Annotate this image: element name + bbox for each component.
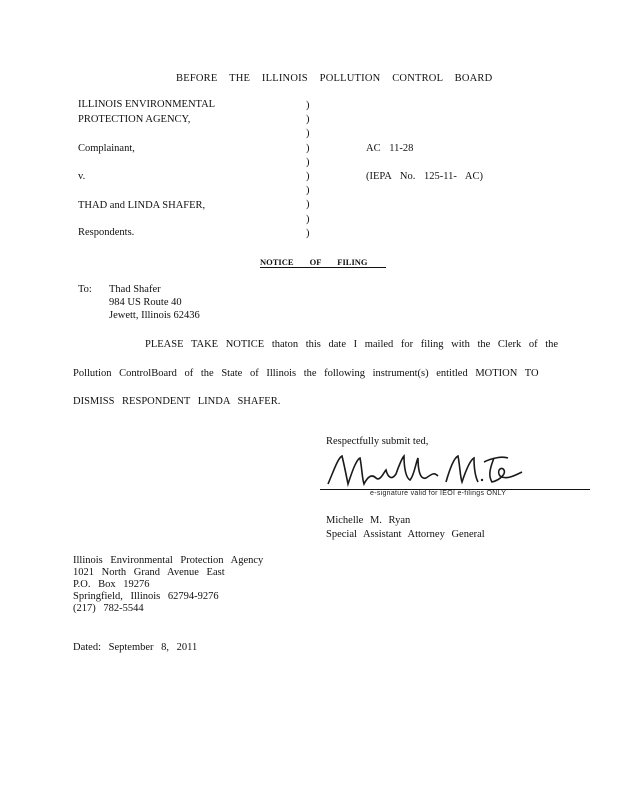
case-number: AC 11-28 xyxy=(366,143,414,154)
notice-body-line1: PLEASE TAKE NOTICE thaton this date I mailed for filing with the Clerk of the xyxy=(145,339,559,350)
respondent-label: Respondents. xyxy=(78,227,135,238)
caption-paren: ) xyxy=(306,213,310,225)
document-title: BEFORE THE ILLINOIS POLLUTION CONTROL BOARD xyxy=(176,73,493,84)
caption-paren: ) xyxy=(306,227,310,239)
caption-paren: ) xyxy=(306,128,310,140)
agency-address-block xyxy=(73,555,263,615)
iepa-number: (IEPA No. 125-11- AC) xyxy=(366,171,483,182)
caption-paren: ) xyxy=(306,171,310,183)
agency-name: Illinois Environmental Protection Agency xyxy=(73,555,264,566)
agency-city: Springfield, Illinois 62794-9276 xyxy=(73,591,219,602)
notice-of-filing-heading: NOTICE OF FILING xyxy=(260,257,386,268)
caption-paren: ) xyxy=(306,114,310,126)
recipient-name: Thad Shafer xyxy=(109,284,161,295)
complainant-name-line1: ILLINOIS ENVIRONMENTAL xyxy=(78,99,216,110)
recipient-address-line1: 984 US Route 40 xyxy=(109,297,182,308)
caption-paren: ) xyxy=(306,100,310,111)
caption-parenthesis-column xyxy=(306,99,310,241)
notice-body-line3: DISMISS RESPONDENT LINDA SHAFER. xyxy=(73,396,281,407)
dated-line: Dated: September 8, 2011 xyxy=(73,642,198,653)
notice-body-line2: Pollution ControlBoard of the State of Illinois the following instrument(s) entitled MOTION TO xyxy=(73,368,539,379)
e-signature-stamp: e-signature valid for IEOI e-filings ONLY xyxy=(370,490,507,497)
caption-paren: ) xyxy=(306,156,310,168)
recipient-address-line2: Jewett, Illinois 62436 xyxy=(109,310,200,321)
caption-paren: ) xyxy=(306,199,310,211)
signer-title: Special Assistant Attorney General xyxy=(326,529,485,540)
agency-po-box: P.O. Box 19276 xyxy=(73,579,150,590)
complainant-label: Complainant, xyxy=(78,143,135,154)
signer-name: Michelle M. Ryan xyxy=(326,515,411,526)
respondent-names: THAD and LINDA SHAFER, xyxy=(78,200,206,211)
caption-paren: ) xyxy=(306,142,310,154)
closing-text: Respectfully submit ted, xyxy=(326,436,429,447)
caption-paren: ) xyxy=(306,185,310,197)
agency-phone: (217) 782-5544 xyxy=(73,603,144,614)
handwritten-signature xyxy=(322,450,532,492)
recipient-block xyxy=(78,283,200,321)
agency-street: 1021 North Grand Avenue East xyxy=(73,567,225,578)
versus-label: v. xyxy=(78,171,86,182)
recipient-label: To: xyxy=(78,284,92,295)
complainant-name-line2: PROTECTION AGENCY, xyxy=(78,114,191,125)
